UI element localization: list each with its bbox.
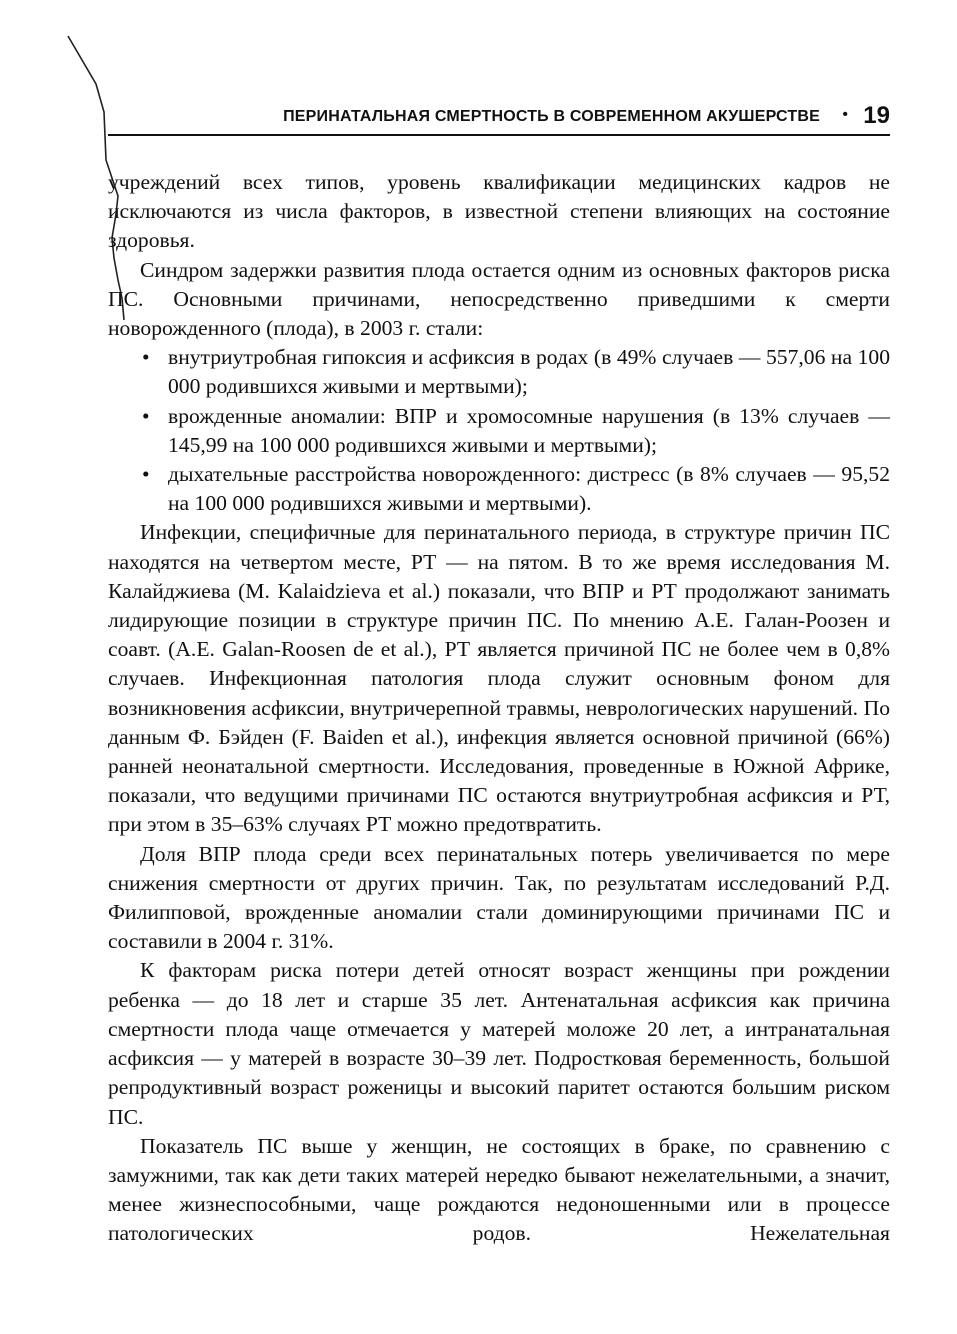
paragraph: Показатель ПС выше у женщин, не состоящих в браке, по сравнению с замужними, так как дети таких матерей нередко бывают нежелательными, а значит, менее жизнеспособными, чаще рождаются недоношенными или в процессе патологических родов. Нежелательная bbox=[108, 1133, 890, 1246]
header-separator: • bbox=[842, 106, 848, 123]
bullet-list bbox=[108, 343, 890, 518]
paragraph: Доля ВПР плода среди всех перинатальных потерь увеличивается по мере снижения смертности от других причин. Так, по результатам исследований Р.Д. Филипповой, врожденные аномалии стали доминирующими причинами ПС и составили в 2004 г. 31%. bbox=[108, 841, 890, 954]
body-text bbox=[108, 168, 890, 1249]
list-item: • внутриутробная гипоксия и асфиксия в родах (в 49% случаев — 557,06 на 100 000 родившихся живыми и мертвыми); bbox=[108, 343, 890, 401]
page-number: 19 bbox=[863, 102, 890, 129]
running-title: ПЕРИНАТАЛЬНАЯ СМЕРТНОСТЬ В СОВРЕМЕННОМ АКУШЕРСТВЕ bbox=[283, 108, 820, 125]
page-header bbox=[108, 96, 890, 136]
paragraph: К факторам риска потери детей относят возраст женщины при рождении ребенка — до 18 лет и старше 35 лет. Антенатальная асфиксия как причина смертности плода чаще отмечается у матерей моложе 20 лет, а интранатальная асфиксия — у матерей в возрасте 30–39 лет. Подростковая беременность, большой репродуктивный возраст роженицы и высокий паритет остаются большим риском ПС. bbox=[108, 958, 890, 1129]
paragraph: Инфекции, специфичные для перинатального периода, в структуре причин ПС находятся на четвертом месте, РТ — на пятом. В то же время исследования М. Калайджиева (M. Kalaidzieva et al.) показали, что ВПР и РТ продолжают занимать лидирующие позиции в структуре причин ПС. По мнению А.Е. Галан-Роозен и соавт. (A.E. Galan-Roosen de et al.), РТ является причиной ПС не более чем в 0,8% случаев. Инфекционная патология плода служит основным фоном для возникновения асфиксии, внутричерепной травмы, неврологических нарушений. По данным Ф. Бэйден (F. Baiden et al.), инфекция является основной причиной (66%) ранней неонатальной смертности. Исследования, проведенные в Южной Африке, показали, что ведущими причинами ПС остаются внутриутробная асфиксия и РТ, при этом в 35–63% случаях РТ можно предотвратить. bbox=[108, 520, 890, 837]
list-item: • врожденные аномалии: ВПР и хромосомные нарушения (в 13% случаев — 145,99 на 100 000 родившихся живыми и мертвыми); bbox=[108, 402, 890, 460]
list-item: • дыхательные расстройства новорожденного: дистресс (в 8% случаев — 95,52 на 100 000 родившихся живыми и мертвыми). bbox=[108, 460, 890, 518]
paragraph: учреждений всех типов, уровень квалификации медицинских кадров не исключаются из числа факторов, в известной степени влияющих на состояние здоровья. bbox=[108, 170, 890, 253]
paragraph: Синдром задержки развития плода остается одним из основных факторов риска ПС. Основными причинами, непосредственно приведшими к смерти новорожденного (плода), в 2003 г. стали: bbox=[108, 257, 890, 341]
